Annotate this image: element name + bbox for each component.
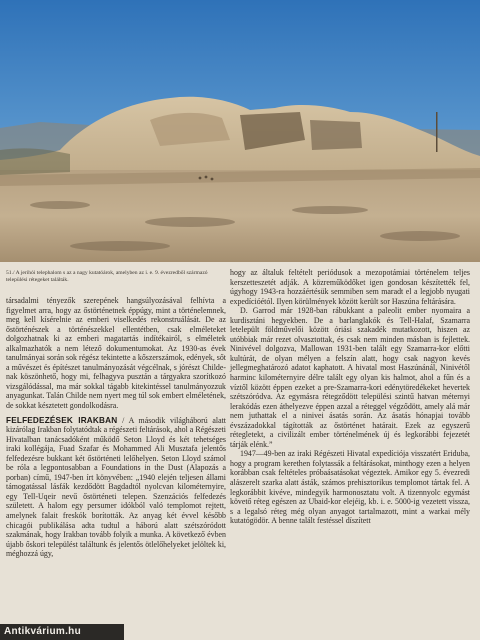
left-column <box>6 296 226 559</box>
right-paragraph-1: hogy az általuk feltételt periódusok a mezopotámiai történelem teljes kerszetteszetét adják. A közreműködőket igen gondosan készítették fel, úgyhogy 1943-ra hozzáértésük semmiben sem maradt el a legjobb nyugati expedícióétól. Ilyen körülmények között került sor Haszúna feltárására. <box>230 268 470 306</box>
left-paragraph-1: társadalmi tényezők szerepének hangsúlyozásával felhívta a figyelmet arra, hogy az őstörténetnek éppúgy, mint a történelemnek, meg kell kísérelnie az emberi viselkedés rekonstruálását. De az őstörténészek a történészekkel ellentétben, csak elméleteket dolgozhatnak ki az emberi magatartás indítékairól, s elméletek alkalmazhatók a nem létező dokumentumokat. Az 1930-as évek tanulmányai során sok régész tekintette a kőszerszámok, edények, sőt a művészet és építészet tanulmányozását végcélnak, s jórészt Childe-nak köszönhető, hogy mi, felhagyva pusztán a tárgyakra szorítkozó vizsgálódással, ma már sokkal tágabb kitekintéssel tanulmányozzuk anyagunkat. Talán Childe nem nyert meg túl sok embert elméletének, de sokkat késztetett gondolkodásra. <box>6 296 226 411</box>
left-paragraph-2-body: A második világháború alatt kizárólag Irakban folytatódtak a régészeti feltárások, ahol a Régészeti Hivatalban tanácsadóként működő Seton Lloyd és két tehetséges iraki kollégája, Fuad Szafar és Mohammed Ali Musztafa jelentős felfedezésre bukkant két őstörténeti lelőhelyen. Seton Lloyd számol be róla a legpontosabban a Foundations in the Dust (Alapozás a porban) című, 1947-ben írt könyvében: „1940 elején teljesen állami támogatással lásfák kezdődött Bagdadtól nyolcvan kilométernyire, egy Tell-Uqeir nevű őstörténeti telepen. Szenzációs felfedezés született. A halom egy persumer idókból való templomot rejtett, amelynek falait freskók borították. Az anyag két évvel később chicagói publikálása adta tudtul a háború alatt szétszóródott szakmának, hogy Irakban tovább folyik a munka. A következő évben újabb őskori települést találtunk és jelentős ötlelőhelyeket jelöltek ki, méghozzá úgy, <box>6 415 227 559</box>
figure-caption: 51./ A jerihói telephalom s az a nagy kutatóárok, amelyben az i. e. 9. évezredből származó települési rétegeket találták. <box>6 270 208 283</box>
right-paragraph-3: 1947—49-ben az iraki Régészeti Hivatal expedíciója visszatért Eriduba, hogy a program kerethen folytassák a feltárásokat, minthogy ezen a helyen korábban csak feltételes próbaásatásokat végeztek. Amikor egy 5. évezredi alászerelt szarka alatt ásták, számos prehisztorikus templomot tártak fel. A legkorábbit kivéve, mindegyik harmonosztatu volt. A tizennyolc egymást követő réteg egészen az Ubaid-kor elejéig, kb. i. e. 5000-ig vezetett vissza, s a legalsó réteg még olyan anyagot tartalmazott, mint a warkai mély kutatógödör. A benne talált festéssel díszített <box>230 449 470 526</box>
section-heading: FELFEDEZÉSEK IRAKBAN <box>6 415 118 425</box>
jericho-tell-landscape <box>0 0 480 262</box>
left-paragraph-2: FELFEDEZÉSEK IRAKBAN / A második világháború alatt kizárólag Irakban folytatódtak a régészeti feltárások, ahol a Régészeti Hivatalban tanácsadóként működő Seton Lloyd és két tehetséges iraki kollégája, Fuad Szafar és Mohammed Ali Musztafa jelentős felfedezésre bukkant két őstörténeti lelőhelyen. Seton Lloyd számol be róla a legpontosabban a Foundations in the Dust (Alapozás a porban) című, 1947-ben írt könyvében: „1940 elején teljesen állami támogatással lásfák kezdődött Bagdadtól nyolcvan kilométernyire, egy Tell-Uqeir nevű őstörténeti telepen. Szenzációs felfedezés született. A halom egy persumer idókból való templomot rejtett, amelynek falait freskók borították. Az anyag két évvel később chicagói publikálása adta tudtul a háború alatt szétszóródott szakmának, hogy Irakban tovább folyik a munka. A következő évben újabb őskori települést találtunk és jelentős ötlelőhelyeket jelöltek ki, méghozzá úgy, <box>6 415 227 559</box>
watermark-logo: Antikvárium.hu <box>0 624 124 640</box>
right-paragraph-2: D. Garrod már 1928-ban rábukkant a paleolit ember nyomaira a kurdisztáni hegyekben. De a barlanglakók és Tell-Halaf, Szamarra letelepült földművelői között óriási szakadék mutatkozott, hiszen az utóbbiak már rezet olvasztottak, és csak nem minden másban is fejlettek. Ninivével dolgozva, Mallowan 1931-ben talált egy Szamarra-kor előtti kultúrát, de olyan mélyen a felszín alatt, hogy csak nagyon kevés jellegmeghatározó adatot kaphatott. A hivatal most Haszúnánál, Ninivétől harminc kilométernyire délre talált egy olyan kis halmot, ahol a fűn és a víztől között éppen ezeket a pre-Szamarra-kori edénytöredékeket hevertek szétszóródva. Az egymásra rétegződött települési szintű hatvan méternyi lerakódás ezen áthelyezve éppen azzal a réteggel végződött, amely alá már nem juthattak el a ninivei ásatás során. Az ásatás hónapjai tovább évszázadokkal tágították az őstörténet határait. Ezek az egyszerű rétegletekt, a civilizált ember történelmének új és legkorábbi fejezetét tárják elénk.” <box>230 306 470 449</box>
right-column <box>230 268 470 526</box>
excavation-photo <box>0 0 480 262</box>
